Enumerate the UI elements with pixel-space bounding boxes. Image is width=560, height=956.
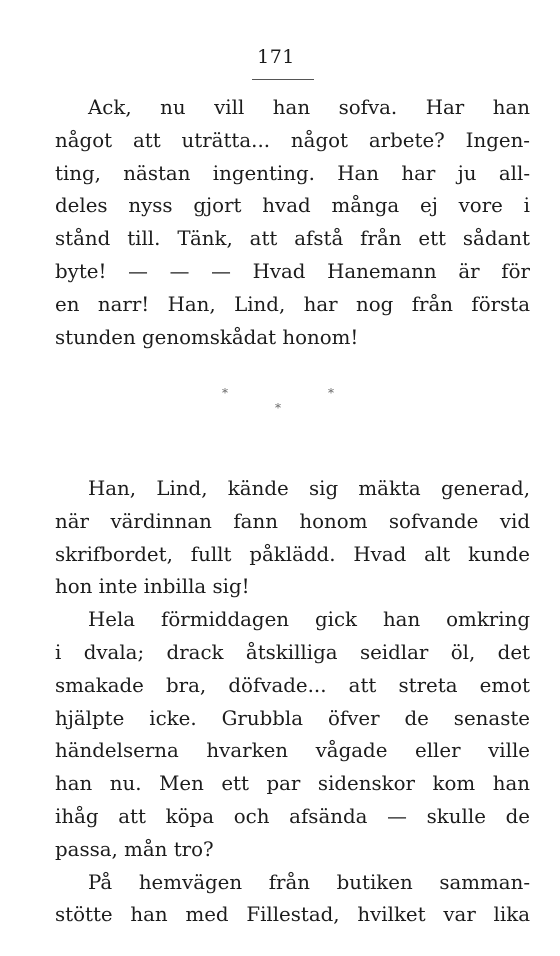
text-line: Han, Lind, kände sig mäkta generad,: [88, 477, 530, 500]
text-line: hon inte inbilla sig!: [55, 575, 250, 599]
text-line: i dvala; drack åtskilliga seidlar öl, det: [55, 640, 530, 664]
text-line: stånd till. Tänk, att afstå från ett sådant: [55, 227, 530, 251]
separator-star: *: [222, 386, 228, 400]
text-line: stötte han med Fillestad, hvilket var lika: [55, 903, 530, 927]
text-line: stunden genomskådat honom!: [55, 325, 359, 349]
text-line: skrifbordet, fullt påklädd. Hvad alt kunde: [55, 542, 530, 566]
text-line: Hela förmiddagen gick han omkring: [88, 608, 530, 632]
page-number: 171: [257, 46, 295, 68]
section-separator: [0, 383, 560, 443]
text-line: smakade bra, döfvade... att streta emot: [55, 673, 530, 697]
text-line: en narr! Han, Lind, har nog från första: [55, 292, 530, 316]
paragraph-2: [55, 473, 530, 932]
text-line: ihåg att köpa och afsända — skulle de: [55, 804, 530, 828]
text-line: något att uträtta... något arbete? Ingen-: [55, 128, 530, 152]
text-line: På hemvägen från butiken samman-: [88, 870, 530, 894]
separator-star: *: [328, 386, 334, 400]
text-line: ting, nästan ingenting. Han har ju all-: [55, 161, 530, 185]
text-line: Ack, nu vill han sofva. Har han: [88, 96, 530, 119]
text-line: han nu. Men ett par sidenskor kom han: [55, 772, 530, 796]
page-number-rule: [252, 79, 314, 80]
text-line: när värdinnan fann honom sofvande vid: [55, 509, 530, 533]
text-line: deles nyss gjort hvad många ej vore i: [55, 194, 530, 218]
separator-star: *: [275, 401, 281, 415]
text-line: passa, mån tro?: [55, 837, 214, 861]
paragraph-1: [55, 92, 530, 354]
text-line: händelserna hvarken vågade eller ville: [55, 739, 530, 763]
text-line: hjälpte icke. Grubbla öfver de senaste: [55, 706, 530, 730]
text-line: byte! — — — Hvad Hanemann är för: [55, 259, 530, 283]
